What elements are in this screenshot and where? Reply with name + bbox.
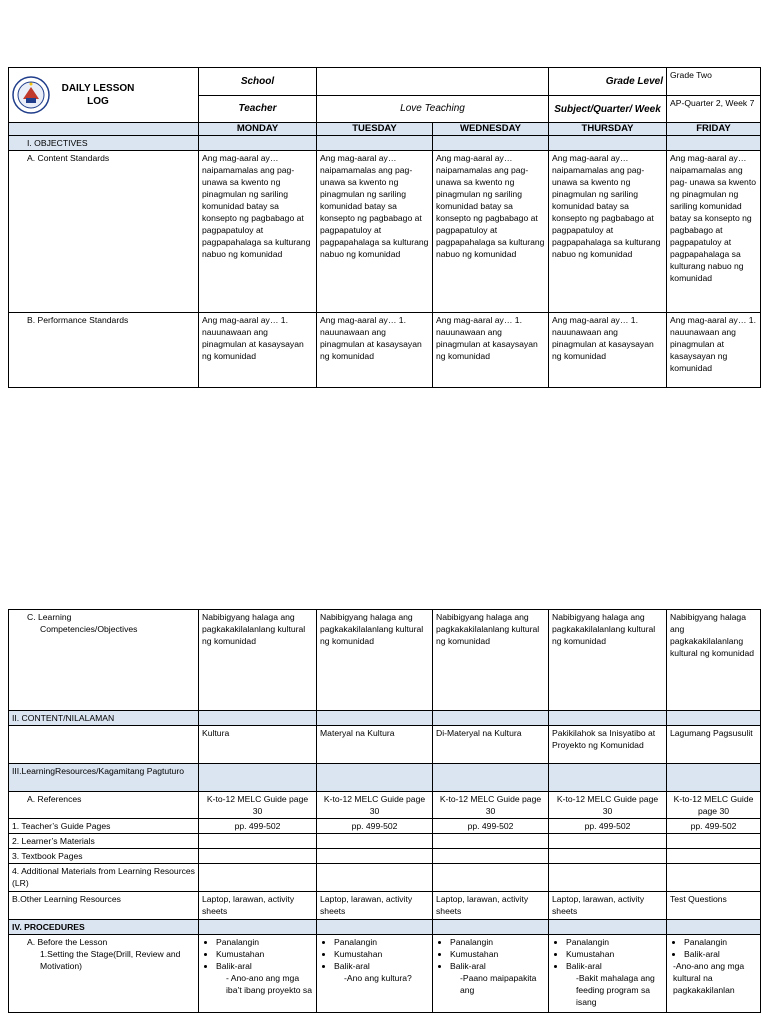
other-resources-monday: Laptop, larawan, activity sheets (199, 892, 317, 920)
content-standards-monday: Ang mag-aaral ay… naipamamalas ang pag-unawa sa kwento ng pinagmulan ng sariling komunidad batay sa konsepto ng pagbabago at pagpapatuloy at pagpapahalaga sa kulturang nabuo ng komunidad (199, 151, 317, 313)
content-standards-tuesday: Ang mag-aaral ay… naipamamalas ang pag-unawa sa kwento ng pinagmulan ng sariling komunidad batay sa konsepto ng pagbabago at pagpapatuloy at pagpapahalaga sa kulturang nabuo ng komunidad (317, 151, 433, 313)
textbook-pages-label: 3. Textbook Pages (9, 849, 199, 864)
content-blank (9, 726, 199, 764)
deped-seal-icon (12, 76, 50, 114)
competencies-thursday: Nabibigyang halaga ang pagkakakilalanlang kultural ng komunidad (549, 610, 667, 711)
school-value[interactable] (317, 68, 549, 96)
resources-heading-fill (433, 764, 549, 792)
performance-standards-friday: Ang mag-aaral ay… 1. nauunawaan ang pinagmulan at kasaysayan ng komunidad (667, 313, 761, 388)
list-item: • Kumustahan (334, 948, 429, 960)
textbook-pages-cell (199, 849, 317, 864)
before-lesson-thursday-extra: -Bakit mahalaga ang feeding program sa isang (576, 973, 655, 1007)
content-heading-fill (667, 711, 761, 726)
log-title-line2: LOG (87, 96, 109, 107)
list-item: • Balik-aral (684, 948, 757, 960)
competencies-wednesday: Nabibigyang halaga ang pagkakakilalanlang kultural ng komunidad (433, 610, 549, 711)
objectives-heading-fill (667, 136, 761, 151)
day-friday: FRIDAY (667, 123, 761, 136)
content-standards-label: A. Content Standards (9, 151, 199, 313)
log-title-line1: DAILY LESSON (61, 83, 135, 94)
additional-materials-label: 4. Additional Materials from Learning Resources (LR) (9, 864, 199, 892)
teachers-guide-monday: pp. 499-502 (199, 819, 317, 834)
teacher-label: Teacher (199, 96, 317, 123)
other-resources-friday: Test Questions (667, 892, 761, 920)
resources-heading: III.LearningResources/Kagamitang Pagtuturo (9, 764, 199, 792)
before-lesson-line1: A. Before the Lesson (27, 937, 108, 947)
textbook-pages-cell (317, 849, 433, 864)
content-heading-fill (317, 711, 433, 726)
before-lesson-monday-extra: - Ano-ano ang mga iba’t ibang proyekto sa (226, 973, 312, 995)
grade-level-label: Grade Level (549, 68, 667, 96)
procedures-heading: IV. PROCEDURES (9, 920, 199, 935)
list-item: • Balik-aral (450, 960, 545, 972)
list-item: • Balik-aral (334, 960, 429, 972)
day-thursday: THURSDAY (549, 123, 667, 136)
other-resources-label: B.Other Learning Resources (9, 892, 199, 920)
list-item: • Panalangin (566, 936, 663, 948)
references-label: A. References (9, 792, 199, 819)
list-item: • Kumustahan (450, 948, 545, 960)
competencies-label-line1: C. Learning (27, 612, 72, 622)
content-standards-thursday: Ang mag-aaral ay… naipamamalas ang pag-unawa sa kwento ng pinagmulan ng sariling komunidad batay sa konsepto ng pagbabago at pagpapatuloy at pagpapahalaga sa kulturang nabuo ng komunidad (549, 151, 667, 313)
learners-materials-cell (667, 834, 761, 849)
content-standards-friday: Ang mag-aaral ay… naipamamalas ang pag- unawa sa kwento ng pinagmulan ng sariling komunidad batay sa konsepto ng pagbabago at pagpapatuloy at pagpapahalaga sa kulturang nabuo ng komunidad (667, 151, 761, 313)
learners-materials-cell (199, 834, 317, 849)
content-thursday: Pakikilahok sa Inisyatibo at Proyekto ng Komunidad (549, 726, 667, 764)
learners-materials-cell (549, 834, 667, 849)
list-item: • Panalangin (450, 936, 545, 948)
before-lesson-tuesday (317, 935, 433, 1013)
objectives-heading-fill (199, 136, 317, 151)
additional-materials-cell (667, 864, 761, 892)
day-header-blank (9, 123, 199, 136)
school-label: School (199, 68, 317, 96)
performance-standards-thursday: Ang mag-aaral ay… 1. nauunawaan ang pinagmulan at kasaysayan ng komunidad (549, 313, 667, 388)
list-item: • Panalangin (334, 936, 429, 948)
teachers-guide-thursday: pp. 499-502 (549, 819, 667, 834)
references-thursday: K-to-12 MELC Guide page 30 (549, 792, 667, 819)
content-heading-fill (549, 711, 667, 726)
before-lesson-monday (199, 935, 317, 1013)
header-title-cell (9, 68, 199, 123)
list-item: • Kumustahan (566, 948, 663, 960)
content-tuesday: Materyal na Kultura (317, 726, 433, 764)
other-resources-tuesday: Laptop, larawan, activity sheets (317, 892, 433, 920)
before-lesson-tuesday-extra: -Ano ang kultura? (344, 973, 412, 983)
resources-heading-fill (549, 764, 667, 792)
learners-materials-cell (317, 834, 433, 849)
textbook-pages-cell (667, 849, 761, 864)
list-item: • Balik-aral (216, 960, 313, 972)
log-title (56, 82, 140, 108)
objectives-heading: I. OBJECTIVES (9, 136, 199, 151)
performance-standards-tuesday: Ang mag-aaral ay… 1. nauunawaan ang pinagmulan at kasaysayan ng komunidad (317, 313, 433, 388)
resources-heading-fill (667, 764, 761, 792)
content-monday: Kultura (199, 726, 317, 764)
content-standards-wednesday: Ang mag-aaral ay… naipamamalas ang pag-unawa sa kwento ng pinagmulan ng sariling komunidad batay sa konsepto ng pagbabago at pagpapatuloy at pagpapahalaga sa kulturang nabuo ng komunidad (433, 151, 549, 313)
subject-value[interactable]: AP-Quarter 2, Week 7 (667, 96, 761, 123)
other-resources-wednesday: Laptop, larawan, activity sheets (433, 892, 549, 920)
before-lesson-friday-extra: -Ano-ano ang mga kultural na pagkakakilanlan (673, 961, 745, 995)
lesson-log-table-page1 (8, 67, 761, 388)
procedures-heading-fill (433, 920, 549, 935)
teachers-guide-tuesday: pp. 499-502 (317, 819, 433, 834)
objectives-heading-fill (433, 136, 549, 151)
objectives-heading-fill (317, 136, 433, 151)
performance-standards-wednesday: Ang mag-aaral ay… 1. nauunawaan ang pinagmulan at kasaysayan ng komunidad (433, 313, 549, 388)
textbook-pages-cell (549, 849, 667, 864)
competencies-tuesday: Nabibigyang halaga ang pagkakakilalanlang kultural ng komunidad (317, 610, 433, 711)
competencies-label-line2: Competencies/Objectives (40, 624, 138, 634)
list-item: • Kumustahan (216, 948, 313, 960)
competencies-friday: Nabibigyang halaga ang pagkakakilalanlang kultural ng komunidad (667, 610, 761, 711)
learners-materials-cell (433, 834, 549, 849)
competencies-monday: Nabibigyang halaga ang pagkakakilalanlang kultural ng komunidad (199, 610, 317, 711)
content-heading-fill (433, 711, 549, 726)
resources-heading-fill (317, 764, 433, 792)
additional-materials-cell (433, 864, 549, 892)
procedures-heading-fill (549, 920, 667, 935)
content-heading: II. CONTENT/NILALAMAN (9, 711, 199, 726)
performance-standards-monday: Ang mag-aaral ay… 1. nauunawaan ang pinagmulan at kasaysayan ng komunidad (199, 313, 317, 388)
learners-materials-label: 2. Learner’s Materials (9, 834, 199, 849)
content-heading-fill (199, 711, 317, 726)
performance-standards-label: B. Performance Standards (9, 313, 199, 388)
before-lesson-wednesday-extra: -Paano maipapakita ang (460, 973, 537, 995)
procedures-heading-fill (667, 920, 761, 935)
list-item: • Panalangin (216, 936, 313, 948)
before-lesson-label (9, 935, 199, 1013)
competencies-label (9, 610, 199, 711)
content-friday: Lagumang Pagsusulit (667, 726, 761, 764)
before-lesson-thursday (549, 935, 667, 1013)
day-tuesday: TUESDAY (317, 123, 433, 136)
before-lesson-wednesday (433, 935, 549, 1013)
additional-materials-cell (549, 864, 667, 892)
subject-label: Subject/Quarter/ Week (549, 96, 667, 123)
before-lesson-line2: 1.Setting the Stage(Drill, Review and Motivation) (40, 949, 181, 971)
procedures-heading-fill (317, 920, 433, 935)
references-monday: K-to-12 MELC Guide page 30 (199, 792, 317, 819)
references-tuesday: K-to-12 MELC Guide page 30 (317, 792, 433, 819)
resources-heading-fill (199, 764, 317, 792)
content-wednesday: Di-Materyal na Kultura (433, 726, 549, 764)
day-wednesday: WEDNESDAY (433, 123, 549, 136)
teachers-guide-friday: pp. 499-502 (667, 819, 761, 834)
before-lesson-friday (667, 935, 761, 1013)
additional-materials-cell (317, 864, 433, 892)
grade-level-value[interactable]: Grade Two (667, 68, 761, 96)
list-item: • Panalangin (684, 936, 757, 948)
lesson-log-table-page2 (8, 609, 761, 1013)
teacher-value[interactable]: Love Teaching (317, 96, 549, 123)
list-item: • Balik-aral (566, 960, 663, 972)
additional-materials-cell (199, 864, 317, 892)
teachers-guide-wednesday: pp. 499-502 (433, 819, 549, 834)
teachers-guide-label: 1. Teacher’s Guide Pages (9, 819, 199, 834)
day-monday: MONDAY (199, 123, 317, 136)
procedures-heading-fill (199, 920, 317, 935)
other-resources-thursday: Laptop, larawan, activity sheets (549, 892, 667, 920)
objectives-heading-fill (549, 136, 667, 151)
textbook-pages-cell (433, 849, 549, 864)
references-wednesday: K-to-12 MELC Guide page 30 (433, 792, 549, 819)
references-friday: K-to-12 MELC Guide page 30 (667, 792, 761, 819)
